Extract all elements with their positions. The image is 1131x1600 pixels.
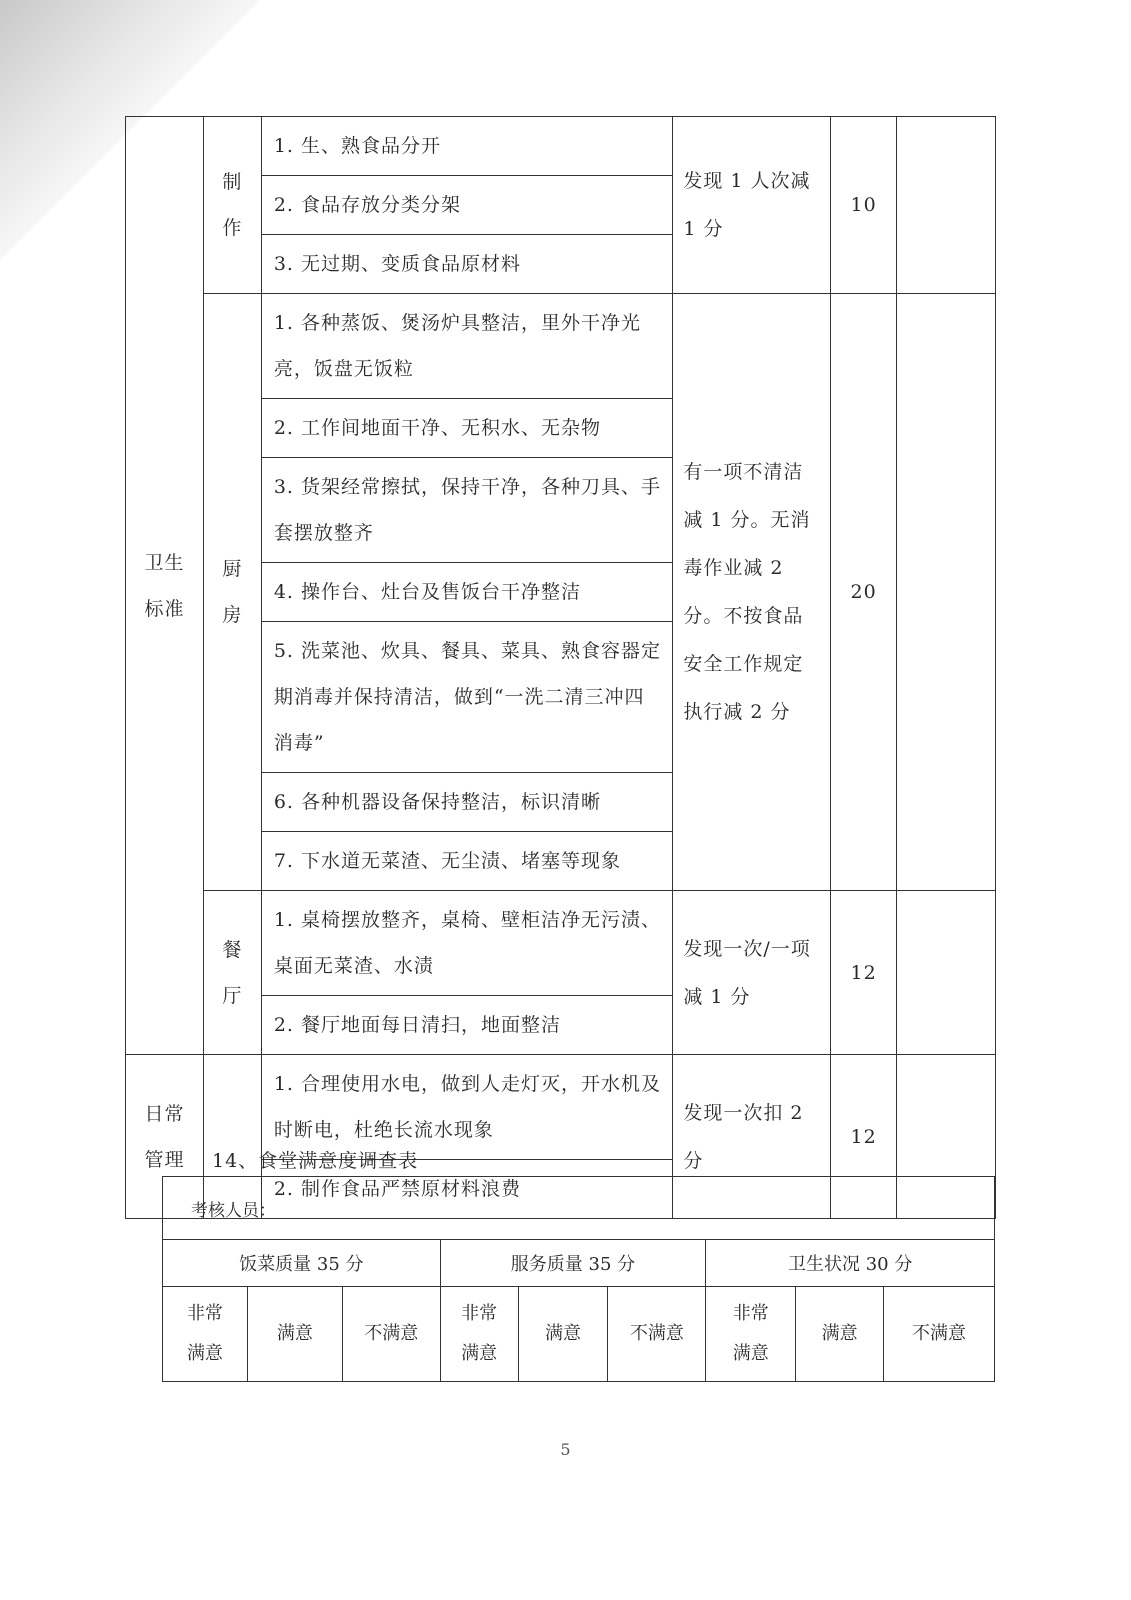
table-row: [163, 1287, 995, 1382]
option-label: 非常 满意: [186, 1303, 223, 1364]
item-cell: 1. 桌椅摆放整齐，桌椅、壁柜洁净无污渍、桌面无菜渣、水渍: [261, 891, 672, 996]
option-very-satisfied[interactable]: [706, 1287, 796, 1382]
item-cell: 6. 各种机器设备保持整洁，标识清晰: [261, 773, 672, 832]
option-very-satisfied[interactable]: [440, 1287, 518, 1382]
table-row: [126, 1055, 996, 1160]
option-satisfied[interactable]: 满意: [518, 1287, 608, 1382]
blank-cell: [897, 891, 996, 1055]
table-row: [163, 1240, 995, 1287]
table-row: [126, 117, 996, 176]
section-name: [203, 117, 261, 294]
item-cell: 3. 货架经常擦拭，保持干净，各种刀具、手套摆放整齐: [261, 458, 672, 563]
table-row: [126, 891, 996, 996]
section-name: [203, 891, 261, 1055]
item-cell: 5. 洗菜池、炊具、餐具、菜具、熟食容器定期消毒并保持清洁，做到“一洗二清三冲四消毒”: [261, 622, 672, 773]
section-label: 厨 房: [222, 558, 243, 626]
item-cell: 1. 合理使用水电，做到人走灯灭，开水机及时断电，杜绝长流水现象: [261, 1055, 672, 1160]
examiner-field[interactable]: 考核人员：: [163, 1177, 995, 1240]
category-label: 日常 管理: [144, 1102, 185, 1171]
category-cell: [126, 117, 204, 1055]
option-dissatisfied[interactable]: 不满意: [342, 1287, 440, 1382]
item-cell: 1. 生、熟食品分开: [261, 117, 672, 176]
deduction-rule: 发现 1 人次减 1 分: [673, 117, 831, 294]
item-cell: 4. 操作台、灶台及售饭台干净整洁: [261, 563, 672, 622]
score-cell: 20: [831, 294, 897, 891]
option-satisfied[interactable]: 满意: [796, 1287, 884, 1382]
group-header: 服务质量 35 分: [440, 1240, 706, 1287]
table-row: [126, 294, 996, 399]
item-cell: 1. 各种蒸饭、煲汤炉具整洁，里外干净光亮，饭盘无饭粒: [261, 294, 672, 399]
option-dissatisfied[interactable]: 不满意: [884, 1287, 995, 1382]
table-row: [163, 1177, 995, 1240]
blank-cell: [897, 117, 996, 294]
page-number: 5: [560, 1440, 571, 1459]
score-cell: 12: [831, 891, 897, 1055]
deduction-rule: 发现一次扣 2 分: [673, 1055, 831, 1219]
option-dissatisfied[interactable]: 不满意: [608, 1287, 706, 1382]
option-label: 非常 满意: [461, 1303, 498, 1364]
item-cell: 2. 餐厅地面每日清扫，地面整洁: [261, 996, 672, 1055]
score-cell: 10: [831, 117, 897, 294]
item-cell: 7. 下水道无菜渣、无尘渍、堵塞等现象: [261, 832, 672, 891]
survey-title: 14、食堂满意度调查表: [212, 1150, 419, 1172]
option-satisfied[interactable]: 满意: [247, 1287, 342, 1382]
item-cell: 3. 无过期、变质食品原材料: [261, 235, 672, 294]
item-cell: 2. 工作间地面干净、无积水、无杂物: [261, 399, 672, 458]
score-cell: 12: [831, 1055, 897, 1219]
section-name: [203, 294, 261, 891]
deduction-rule: 发现一次/一项减 1 分: [673, 891, 831, 1055]
item-cell: 2. 制作食品严禁原材料浪费: [261, 1160, 672, 1219]
option-very-satisfied[interactable]: [163, 1287, 248, 1382]
item-cell: 2. 食品存放分类分架: [261, 176, 672, 235]
hygiene-standard-table: [125, 116, 996, 1219]
section-label: 餐 厅: [222, 938, 243, 1007]
deduction-rule: 有一项不清洁减 1 分。无消毒作业减 2 分。不按食品安全工作规定执行减 2 分: [673, 294, 831, 891]
section-label: 制 作: [222, 171, 243, 239]
category-label: 卫生 标准: [144, 551, 185, 620]
group-header: 卫生状况 30 分: [706, 1240, 995, 1287]
group-header: 饭菜质量 35 分: [163, 1240, 441, 1287]
option-label: 非常 满意: [732, 1303, 769, 1364]
blank-cell: [897, 294, 996, 891]
satisfaction-survey-table: [162, 1176, 995, 1382]
